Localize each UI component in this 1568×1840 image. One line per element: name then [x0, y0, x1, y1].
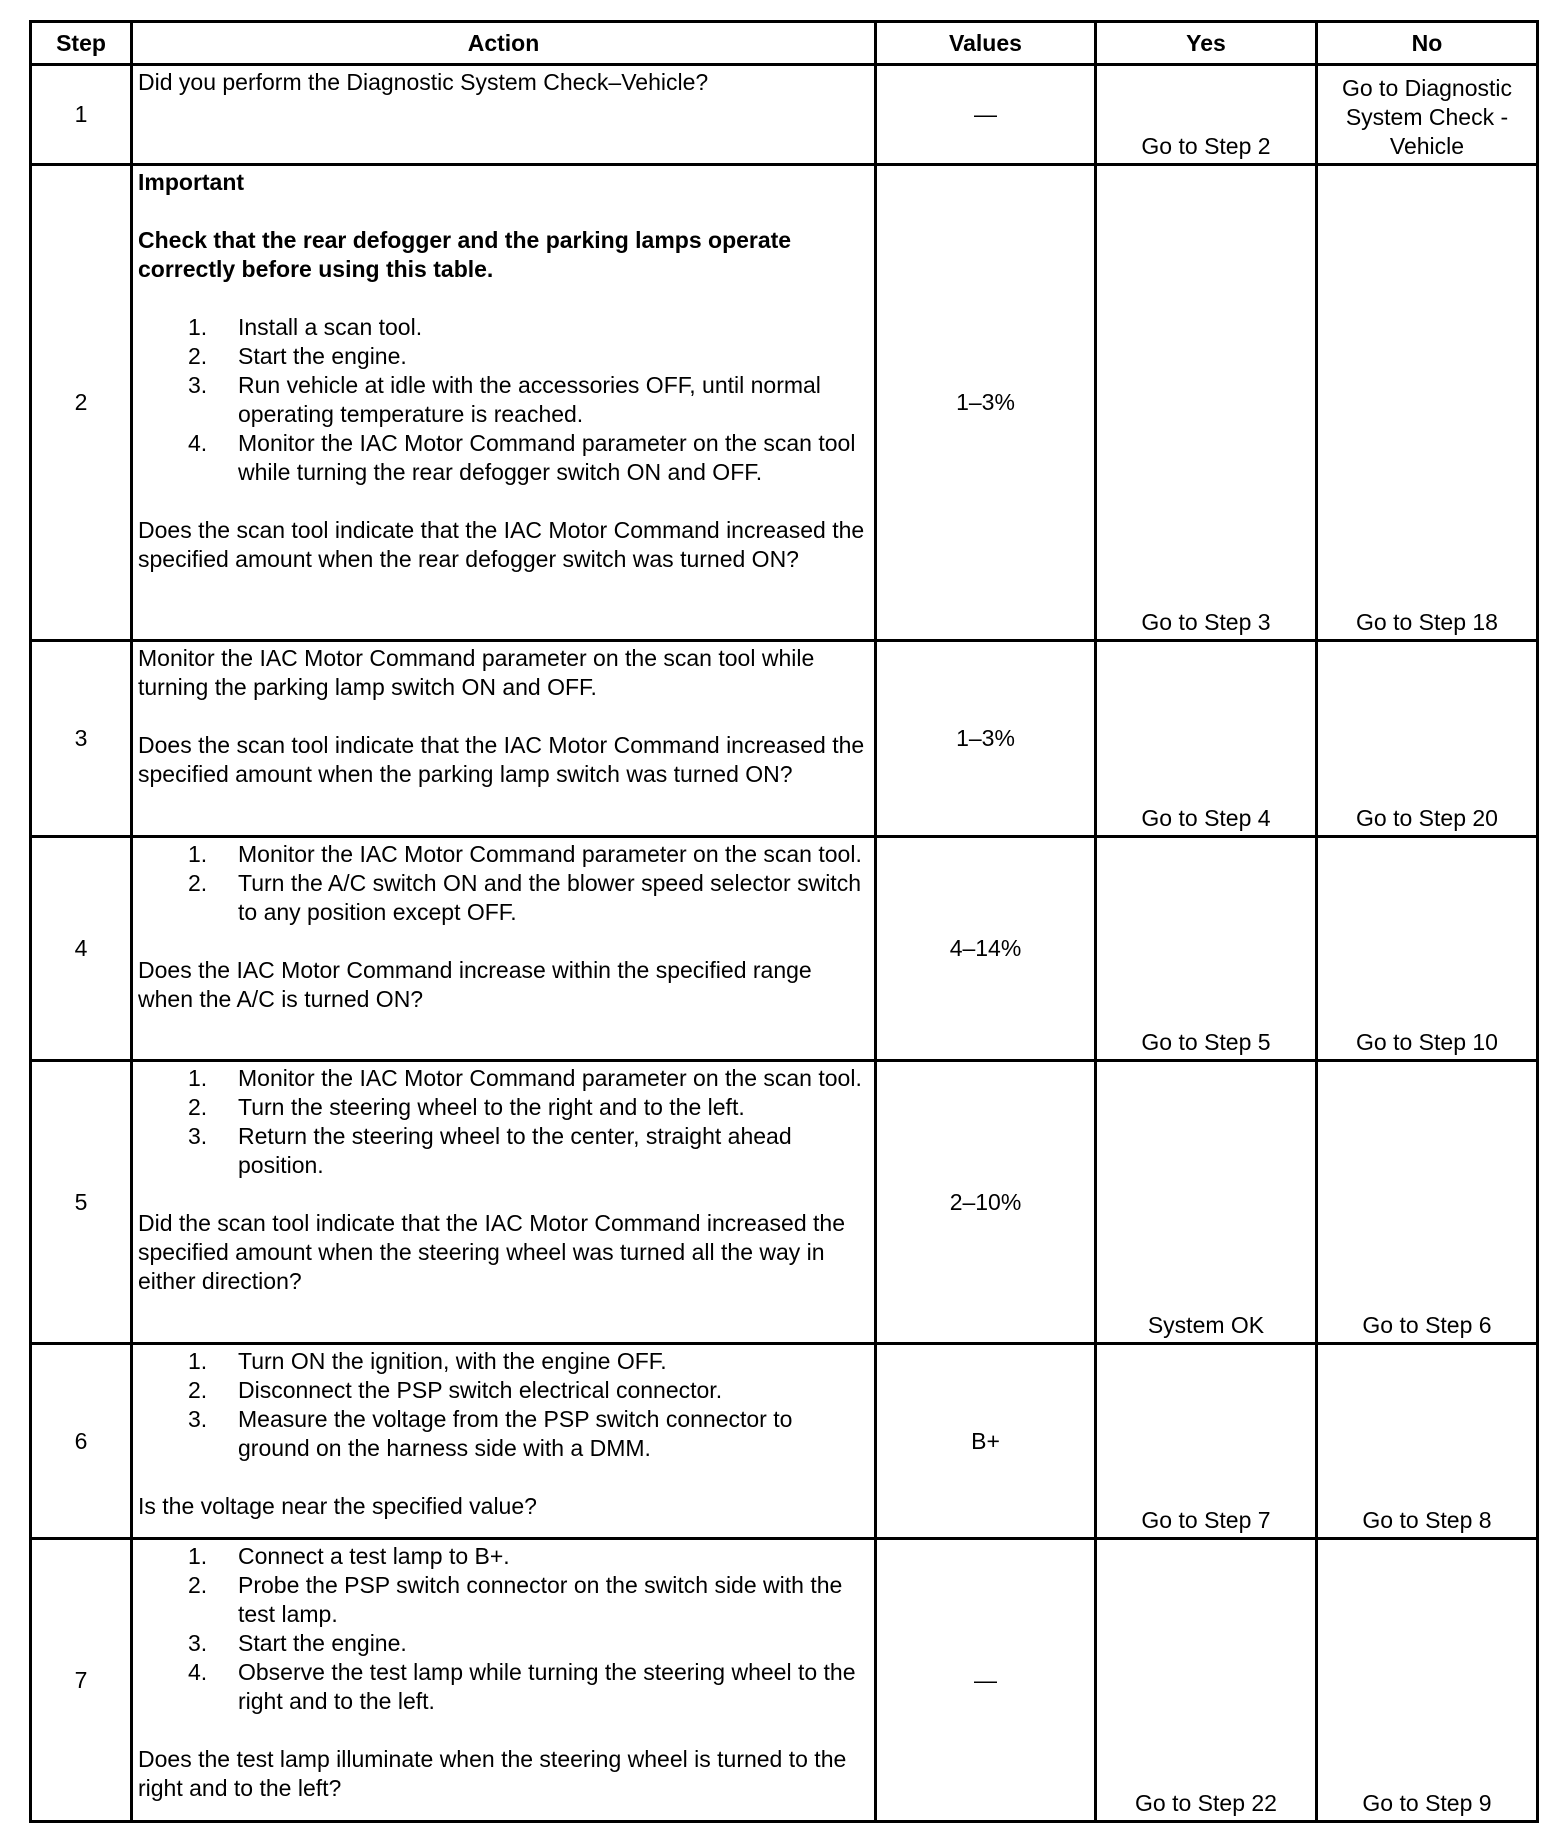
action-intro: Monitor the IAC Motor Command parameter on the scan tool while turning the parking lamp switch ON and OFF. [138, 645, 815, 700]
action-step-text: Probe the PSP switch connector on the switch side with the test lamp. [238, 1572, 843, 1627]
step-number: 2 [31, 165, 132, 641]
action-steps [138, 1542, 869, 1716]
value-cell: B+ [876, 1344, 1096, 1539]
important-note: Check that the rear defogger and the parking lamps operate correctly before using this table. [138, 227, 792, 282]
action-step-text: Turn ON the ignition, with the engine OFF. [238, 1348, 667, 1374]
action-question: Did you perform the Diagnostic System Check–Vehicle? [138, 69, 709, 95]
step-number: 4 [31, 837, 132, 1061]
action-step: 2. Turn the steering wheel to the right and to the left. [188, 1094, 745, 1120]
action-question: Does the test lamp illuminate when the steering wheel is turned to the right and to the left? [138, 1746, 847, 1801]
header-yes: Yes [1096, 22, 1317, 65]
action-step: 1. Monitor the IAC Motor Command parameter on the scan tool. [188, 841, 862, 867]
action-cell [132, 641, 876, 837]
no-cell: Go to Diagnostic System Check - Vehicle [1317, 65, 1538, 165]
no-cell: Go to Step 9 [1317, 1539, 1538, 1822]
action-step: 1. Turn ON the ignition, with the engine OFF. [188, 1348, 667, 1374]
step-number: 5 [31, 1061, 132, 1344]
action-step: 1. Monitor the IAC Motor Command parameter on the scan tool. [188, 1065, 862, 1091]
action-cell [132, 65, 876, 165]
action-step-text: Connect a test lamp to B+. [238, 1543, 510, 1569]
no-cell: Go to Step 20 [1317, 641, 1538, 837]
action-step: 3. Measure the voltage from the PSP switch connector to ground on the harness side with a DMM. [188, 1406, 793, 1461]
action-step: 2. Disconnect the PSP switch electrical connector. [188, 1377, 723, 1403]
value-cell: — [876, 1539, 1096, 1822]
yes-cell: Go to Step 5 [1096, 837, 1317, 1061]
action-step-text: Observe the test lamp while turning the steering wheel to the right and to the left. [238, 1659, 856, 1714]
value-cell: 1–3% [876, 165, 1096, 641]
action-question: Is the voltage near the specified value? [138, 1493, 537, 1519]
no-cell: Go to Step 8 [1317, 1344, 1538, 1539]
step-number: 3 [31, 641, 132, 837]
action-step-text: Disconnect the PSP switch electrical connector. [238, 1377, 723, 1403]
action-step: 4. Observe the test lamp while turning the steering wheel to the right and to the left. [188, 1659, 856, 1714]
yes-cell: System OK [1096, 1061, 1317, 1344]
action-step: 4. Monitor the IAC Motor Command parameter on the scan tool while turning the rear defogger switch ON and OFF. [188, 430, 856, 485]
action-steps [138, 840, 869, 927]
action-step-text: Measure the voltage from the PSP switch connector to ground on the harness side with a DMM. [238, 1406, 793, 1461]
no-cell: Go to Step 6 [1317, 1061, 1538, 1344]
important-label: Important [138, 169, 245, 195]
value-cell: — [876, 65, 1096, 165]
action-steps [138, 1347, 869, 1463]
step-number: 1 [31, 65, 132, 165]
action-step: 2. Turn the A/C switch ON and the blower speed selector switch to any position except OFF. [188, 870, 861, 925]
action-steps [138, 1064, 869, 1180]
action-cell [132, 1539, 876, 1822]
value-cell: 4–14% [876, 837, 1096, 1061]
action-step-text: Monitor the IAC Motor Command parameter on the scan tool. [238, 1065, 862, 1091]
action-step-text: Install a scan tool. [238, 314, 423, 340]
header-step: Step [31, 22, 132, 65]
table-row [31, 1061, 1538, 1344]
no-cell: Go to Step 10 [1317, 837, 1538, 1061]
step-number: 7 [31, 1539, 132, 1822]
value-cell: 2–10% [876, 1061, 1096, 1344]
table-row [31, 65, 1538, 165]
header-row [31, 22, 1538, 65]
action-step: 2. Start the engine. [188, 343, 407, 369]
table-row [31, 165, 1538, 641]
action-step-text: Return the steering wheel to the center, straight ahead position. [238, 1123, 792, 1178]
table-row [31, 837, 1538, 1061]
yes-cell: Go to Step 3 [1096, 165, 1317, 641]
action-question: Did the scan tool indicate that the IAC Motor Command increased the specified amount when the steering wheel was turned all the way in either direction? [138, 1210, 845, 1294]
diagnostic-table [29, 20, 1539, 1823]
action-question: Does the scan tool indicate that the IAC Motor Command increased the specified amount when the rear defogger switch was turned ON? [138, 517, 865, 572]
yes-cell: Go to Step 7 [1096, 1344, 1317, 1539]
action-step-text: Turn the steering wheel to the right and to the left. [238, 1094, 745, 1120]
action-step: 3. Start the engine. [188, 1630, 407, 1656]
yes-cell: Go to Step 2 [1096, 65, 1317, 165]
action-step-text: Start the engine. [238, 1630, 407, 1656]
table-row [31, 1539, 1538, 1822]
action-cell [132, 837, 876, 1061]
action-cell [132, 1061, 876, 1344]
action-step-text: Monitor the IAC Motor Command parameter on the scan tool. [238, 841, 862, 867]
step-number: 6 [31, 1344, 132, 1539]
no-cell: Go to Step 18 [1317, 165, 1538, 641]
header-action: Action [132, 22, 876, 65]
action-question: Does the scan tool indicate that the IAC Motor Command increased the specified amount when the parking lamp switch was turned ON? [138, 732, 865, 787]
header-no: No [1317, 22, 1538, 65]
table-row [31, 641, 1538, 837]
action-question: Does the IAC Motor Command increase within the specified range when the A/C is turned ON? [138, 957, 812, 1012]
table-row [31, 1344, 1538, 1539]
yes-cell: Go to Step 4 [1096, 641, 1317, 837]
action-step-text: Run vehicle at idle with the accessories OFF, until normal operating temperature is reached. [238, 372, 821, 427]
action-step: 1. Install a scan tool. [188, 314, 423, 340]
action-step: 3. Return the steering wheel to the center, straight ahead position. [188, 1123, 792, 1178]
action-step-text: Start the engine. [238, 343, 407, 369]
header-values: Values [876, 22, 1096, 65]
value-cell: 1–3% [876, 641, 1096, 837]
action-steps [138, 313, 869, 487]
action-step-text: Monitor the IAC Motor Command parameter on the scan tool while turning the rear defogger switch ON and OFF. [238, 430, 856, 485]
action-step: 3. Run vehicle at idle with the accessories OFF, until normal operating temperature is reached. [188, 372, 821, 427]
action-cell [132, 165, 876, 641]
action-step-text: Turn the A/C switch ON and the blower speed selector switch to any position except OFF. [238, 870, 861, 925]
action-step: 2. Probe the PSP switch connector on the switch side with the test lamp. [188, 1572, 843, 1627]
action-step: 1. Connect a test lamp to B+. [188, 1543, 510, 1569]
yes-cell: Go to Step 22 [1096, 1539, 1317, 1822]
action-cell [132, 1344, 876, 1539]
